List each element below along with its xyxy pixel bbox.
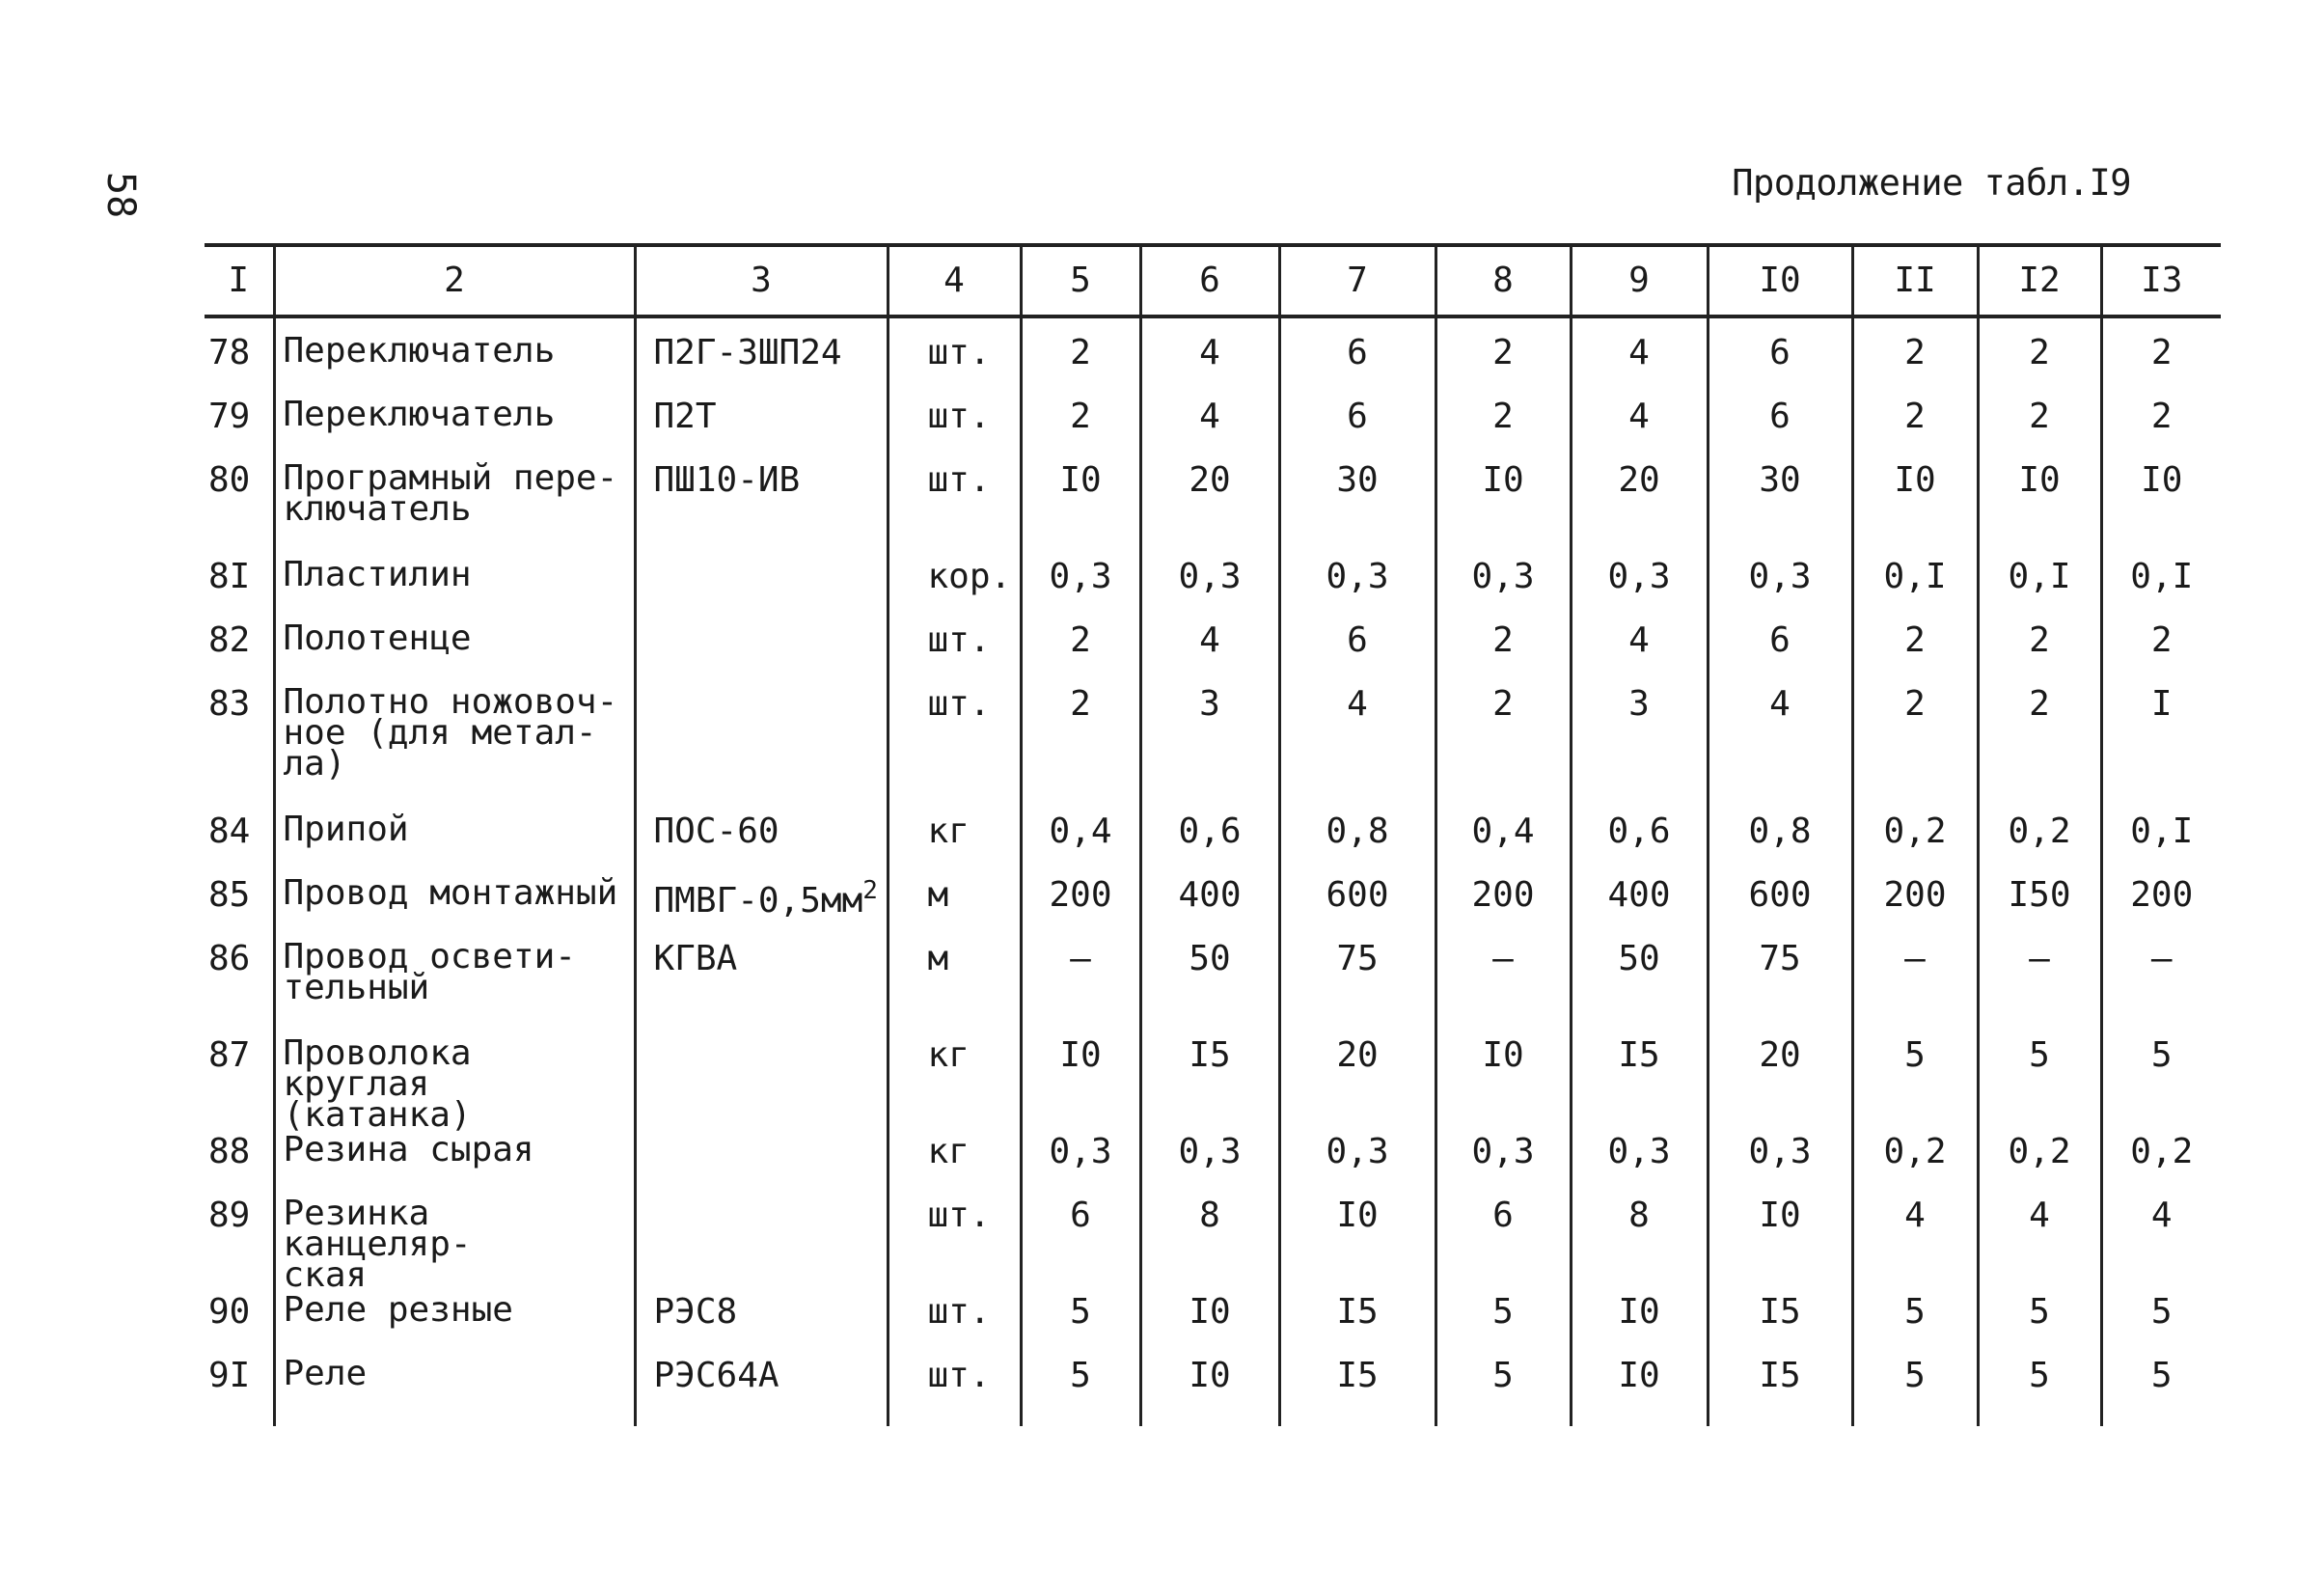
quantity-col-7: 4 — [1279, 687, 1435, 814]
quantity-col-9: I5 — [1571, 1038, 1708, 1135]
item-unit: кор. — [888, 560, 1021, 623]
quantity-col-11: 2 — [1852, 316, 1978, 399]
row-number: 9I — [208, 1356, 251, 1395]
item-mark-cell — [635, 1135, 888, 1198]
quantity-col-8: 2 — [1435, 399, 1571, 463]
item-name-line: Полотенце — [283, 619, 472, 658]
quantity-col-11: 5 — [1852, 1295, 1978, 1359]
table-row — [205, 1359, 2221, 1426]
quantity-col-10: 0,3 — [1708, 1135, 1852, 1198]
quantity-col-11: – — [1852, 942, 1978, 1038]
quantity-col-6: 50 — [1140, 942, 1279, 1038]
item-mark-cell — [635, 560, 888, 623]
item-mark-cell — [635, 811, 888, 878]
quantity-col-13: 5 — [2101, 1359, 2221, 1426]
row-number: 89 — [208, 1196, 251, 1235]
item-name-cell — [274, 458, 635, 560]
quantity-col-6: 0,3 — [1140, 1135, 1279, 1198]
table-row — [205, 1295, 2221, 1359]
quantity-col-8: 2 — [1435, 687, 1571, 814]
table-row — [205, 942, 2221, 1038]
item-mark: ПОС-60 — [653, 811, 779, 851]
quantity-col-12: 2 — [1978, 687, 2101, 814]
row-number: 87 — [208, 1035, 251, 1075]
quantity-col-5: 6 — [1021, 1198, 1140, 1295]
item-name-line: Пластилин — [283, 555, 472, 594]
quantity-col-9: I0 — [1571, 1295, 1708, 1359]
quantity-col-5: – — [1021, 942, 1140, 1038]
quantity-col-7: 6 — [1279, 623, 1435, 687]
column-header-2: 2 — [274, 245, 635, 316]
table-row — [205, 560, 2221, 623]
item-name-line: Реле резные — [283, 1290, 513, 1330]
item-name-cell — [274, 395, 635, 463]
quantity-col-5: I0 — [1021, 463, 1140, 560]
quantity-col-5: 2 — [1021, 623, 1140, 687]
quantity-col-12: 2 — [1978, 316, 2101, 399]
quantity-col-6: 0,6 — [1140, 814, 1279, 878]
quantity-col-8: 0,3 — [1435, 560, 1571, 623]
quantity-col-10: 6 — [1708, 623, 1852, 687]
materials-table-container — [205, 243, 2221, 1426]
quantity-col-5: 0,4 — [1021, 814, 1140, 878]
quantity-col-13: 2 — [2101, 399, 2221, 463]
item-name-line: Реле — [283, 1354, 368, 1393]
item-mark-cell — [635, 1038, 888, 1135]
item-name-line: Проволока круглая — [283, 1033, 472, 1104]
quantity-col-11: 4 — [1852, 1198, 1978, 1295]
table-row — [205, 878, 2221, 942]
item-unit: шт. — [888, 687, 1021, 814]
quantity-col-5: 5 — [1021, 1359, 1140, 1426]
column-header-1: I — [228, 261, 250, 300]
quantity-col-9: I0 — [1571, 1359, 1708, 1426]
quantity-col-12: 0,I — [1978, 560, 2101, 623]
item-mark: РЭС8 — [653, 1292, 738, 1332]
quantity-col-8: 5 — [1435, 1359, 1571, 1426]
item-unit: шт. — [888, 399, 1021, 463]
item-name-line: ла) — [283, 744, 346, 784]
quantity-col-13: I0 — [2101, 463, 2221, 560]
item-mark: П2Т — [653, 397, 717, 436]
column-header-12: I2 — [1978, 245, 2101, 316]
item-name-cell — [274, 937, 635, 1038]
item-unit: кг — [888, 1135, 1021, 1198]
quantity-col-7: I5 — [1279, 1359, 1435, 1426]
item-name-line: ключатель — [283, 489, 472, 529]
item-unit: шт. — [888, 316, 1021, 399]
row-number: 86 — [208, 939, 251, 978]
item-name-cell — [274, 1033, 635, 1135]
quantity-col-8: 6 — [1435, 1198, 1571, 1295]
quantity-col-7: 30 — [1279, 463, 1435, 560]
row-number: 80 — [208, 460, 251, 500]
table-header-row — [205, 245, 2221, 316]
item-mark-cell — [635, 939, 888, 1038]
quantity-col-8: 0,3 — [1435, 1135, 1571, 1198]
item-name-line: тельный — [283, 968, 430, 1007]
item-name-line: Переключатель — [283, 395, 556, 434]
materials-table — [205, 243, 2221, 1426]
quantity-col-10: 0,8 — [1708, 814, 1852, 878]
quantity-col-6: I0 — [1140, 1295, 1279, 1359]
item-mark-cell — [635, 460, 888, 560]
column-header-5: 5 — [1021, 245, 1140, 316]
quantity-col-13: 200 — [2101, 878, 2221, 942]
column-header-10: I0 — [1708, 245, 1852, 316]
item-mark-cell — [635, 687, 888, 814]
quantity-col-11: 0,I — [1852, 560, 1978, 623]
quantity-col-6: 4 — [1140, 623, 1279, 687]
item-unit: кг — [888, 814, 1021, 878]
quantity-col-12: 4 — [1978, 1198, 2101, 1295]
quantity-col-12: 2 — [1978, 399, 2101, 463]
quantity-col-13: 0,I — [2101, 814, 2221, 878]
quantity-col-10: 0,3 — [1708, 560, 1852, 623]
column-header-7: 7 — [1279, 245, 1435, 316]
item-unit: шт. — [888, 1359, 1021, 1426]
column-header-6: 6 — [1140, 245, 1279, 316]
quantity-col-8: 2 — [1435, 623, 1571, 687]
quantity-col-12: 5 — [1978, 1359, 2101, 1426]
row-number: 88 — [208, 1132, 251, 1171]
quantity-col-11: 5 — [1852, 1359, 1978, 1426]
quantity-col-10: I0 — [1708, 1198, 1852, 1295]
quantity-col-6: 0,3 — [1140, 560, 1279, 623]
quantity-col-12: 5 — [1978, 1038, 2101, 1135]
quantity-col-11: 2 — [1852, 687, 1978, 814]
quantity-col-7: 0,8 — [1279, 814, 1435, 878]
item-mark-cell — [635, 1292, 888, 1359]
quantity-col-9: 4 — [1571, 399, 1708, 463]
item-unit: м — [888, 878, 1021, 942]
quantity-col-7: 600 — [1279, 878, 1435, 942]
quantity-col-10: 20 — [1708, 1038, 1852, 1135]
quantity-col-6: 4 — [1140, 399, 1279, 463]
table-row — [205, 316, 2221, 399]
quantity-col-13: – — [2101, 942, 2221, 1038]
item-name-line: Полотно ножовоч- — [283, 682, 618, 722]
quantity-col-5: 0,3 — [1021, 560, 1140, 623]
quantity-col-6: 3 — [1140, 687, 1279, 814]
quantity-col-5: 2 — [1021, 316, 1140, 399]
item-mark-cell — [635, 1356, 888, 1426]
quantity-col-9: 4 — [1571, 623, 1708, 687]
item-unit: шт. — [888, 463, 1021, 560]
quantity-col-5: 2 — [1021, 687, 1140, 814]
item-name-line: Припой — [283, 810, 409, 849]
table-row — [205, 687, 2221, 814]
row-number: 8I — [208, 557, 251, 596]
item-name-cell — [274, 555, 635, 623]
quantity-col-6: 8 — [1140, 1198, 1279, 1295]
item-unit: шт. — [888, 1295, 1021, 1359]
item-mark: ПМВГ-0,5мм — [653, 881, 863, 921]
quantity-col-5: 0,3 — [1021, 1135, 1140, 1198]
item-mark: КГВА — [653, 939, 738, 978]
quantity-col-8: 5 — [1435, 1295, 1571, 1359]
item-name-line: (катанка) — [283, 1095, 472, 1135]
quantity-col-13: 4 — [2101, 1198, 2221, 1295]
quantity-col-13: 0,I — [2101, 560, 2221, 623]
quantity-col-7: 6 — [1279, 399, 1435, 463]
quantity-col-12: 5 — [1978, 1295, 2101, 1359]
table-row — [205, 463, 2221, 560]
quantity-col-5: 2 — [1021, 399, 1140, 463]
quantity-col-8: I0 — [1435, 1038, 1571, 1135]
row-number: 83 — [208, 684, 251, 724]
page-number: 58 — [98, 172, 143, 219]
quantity-col-7: 6 — [1279, 316, 1435, 399]
quantity-col-7: 20 — [1279, 1038, 1435, 1135]
column-header-8: 8 — [1435, 245, 1571, 316]
quantity-col-9: 400 — [1571, 878, 1708, 942]
item-unit: кг — [888, 1038, 1021, 1135]
row-number: 85 — [208, 875, 251, 915]
quantity-col-10: I5 — [1708, 1359, 1852, 1426]
quantity-col-12: – — [1978, 942, 2101, 1038]
quantity-col-10: 6 — [1708, 399, 1852, 463]
quantity-col-9: 20 — [1571, 463, 1708, 560]
quantity-col-13: 2 — [2101, 316, 2221, 399]
table-row — [205, 399, 2221, 463]
item-mark-superscript: 2 — [862, 876, 878, 905]
item-name-line: Провод освети- — [283, 937, 576, 976]
item-mark-cell — [635, 878, 888, 942]
quantity-col-9: 0,3 — [1571, 560, 1708, 623]
quantity-col-7: 0,3 — [1279, 1135, 1435, 1198]
item-name-cell — [274, 316, 635, 399]
row-number: 79 — [208, 397, 251, 436]
quantity-col-10: 30 — [1708, 463, 1852, 560]
quantity-col-13: 5 — [2101, 1295, 2221, 1359]
column-header-4: 4 — [888, 245, 1021, 316]
item-unit: шт. — [888, 623, 1021, 687]
quantity-col-9: 8 — [1571, 1198, 1708, 1295]
quantity-col-7: I0 — [1279, 1198, 1435, 1295]
quantity-col-9: 4 — [1571, 316, 1708, 399]
row-number: 90 — [208, 1292, 251, 1332]
item-unit: шт. — [888, 1198, 1021, 1295]
item-name-cell — [274, 810, 635, 878]
quantity-col-10: I5 — [1708, 1295, 1852, 1359]
item-mark-cell — [635, 1198, 888, 1295]
quantity-col-11: 0,2 — [1852, 814, 1978, 878]
table-row — [205, 1135, 2221, 1198]
quantity-col-6: I5 — [1140, 1038, 1279, 1135]
item-name-cell — [274, 1130, 635, 1198]
quantity-col-8: 2 — [1435, 316, 1571, 399]
quantity-col-7: 75 — [1279, 942, 1435, 1038]
item-unit: м — [888, 942, 1021, 1038]
quantity-col-8: I0 — [1435, 463, 1571, 560]
item-mark-cell — [635, 623, 888, 687]
item-mark-cell — [635, 399, 888, 463]
quantity-col-12: I0 — [1978, 463, 2101, 560]
table-row — [205, 814, 2221, 878]
item-name-line: ное (для метал- — [283, 713, 597, 753]
item-name-cell — [274, 619, 635, 687]
quantity-col-6: I0 — [1140, 1359, 1279, 1426]
item-mark: РЭС64А — [653, 1356, 779, 1395]
table-continuation-caption: Продолжение табл.I9 — [1732, 162, 2131, 204]
column-header-11: II — [1852, 245, 1978, 316]
quantity-col-10: 4 — [1708, 687, 1852, 814]
quantity-col-9: 50 — [1571, 942, 1708, 1038]
quantity-col-10: 75 — [1708, 942, 1852, 1038]
quantity-col-6: 20 — [1140, 463, 1279, 560]
quantity-col-13: 0,2 — [2101, 1135, 2221, 1198]
quantity-col-12: 0,2 — [1978, 814, 2101, 878]
quantity-col-7: I5 — [1279, 1295, 1435, 1359]
item-mark: П2Г-3ШП24 — [653, 333, 842, 372]
quantity-col-8: 200 — [1435, 878, 1571, 942]
table-body — [205, 316, 2221, 1426]
item-name-cell — [274, 1290, 635, 1359]
quantity-col-8: – — [1435, 942, 1571, 1038]
quantity-col-13: 5 — [2101, 1038, 2221, 1135]
item-name-line: Резина сырая — [283, 1130, 534, 1169]
quantity-col-5: I0 — [1021, 1038, 1140, 1135]
column-header-9: 9 — [1571, 245, 1708, 316]
quantity-col-11: 2 — [1852, 399, 1978, 463]
quantity-col-13: 2 — [2101, 623, 2221, 687]
quantity-col-13: I — [2101, 687, 2221, 814]
row-number: 84 — [208, 811, 251, 851]
quantity-col-12: I50 — [1978, 878, 2101, 942]
quantity-col-6: 4 — [1140, 316, 1279, 399]
item-name-cell — [274, 1354, 635, 1426]
quantity-col-5: 200 — [1021, 878, 1140, 942]
quantity-col-10: 6 — [1708, 316, 1852, 399]
item-name-line: ская — [283, 1255, 368, 1295]
item-mark-cell — [635, 316, 888, 399]
quantity-col-9: 0,3 — [1571, 1135, 1708, 1198]
column-header-13: I3 — [2101, 245, 2221, 316]
quantity-col-12: 0,2 — [1978, 1135, 2101, 1198]
item-name-line: Провод монтажный — [283, 873, 618, 913]
item-name-line: Переключатель — [283, 331, 556, 371]
quantity-col-11: 0,2 — [1852, 1135, 1978, 1198]
quantity-col-7: 0,3 — [1279, 560, 1435, 623]
quantity-col-6: 400 — [1140, 878, 1279, 942]
quantity-col-11: 200 — [1852, 878, 1978, 942]
quantity-col-12: 2 — [1978, 623, 2101, 687]
quantity-col-9: 3 — [1571, 687, 1708, 814]
quantity-col-9: 0,6 — [1571, 814, 1708, 878]
quantity-col-5: 5 — [1021, 1295, 1140, 1359]
item-mark: ПШ10-ИВ — [653, 460, 801, 500]
item-name-line: Програмный пере- — [283, 458, 618, 498]
quantity-col-11: I0 — [1852, 463, 1978, 560]
quantity-col-10: 600 — [1708, 878, 1852, 942]
item-name-line: Резинка канцеляр- — [283, 1194, 472, 1264]
quantity-col-11: 2 — [1852, 623, 1978, 687]
table-row — [205, 1038, 2221, 1135]
quantity-col-11: 5 — [1852, 1038, 1978, 1135]
item-name-cell — [274, 873, 635, 942]
item-name-cell — [274, 1194, 635, 1295]
table-row — [205, 1198, 2221, 1295]
quantity-col-8: 0,4 — [1435, 814, 1571, 878]
row-number: 78 — [208, 333, 251, 372]
item-name-cell — [274, 682, 635, 814]
column-header-3: 3 — [635, 245, 888, 316]
row-number: 82 — [208, 620, 251, 660]
table-row — [205, 623, 2221, 687]
